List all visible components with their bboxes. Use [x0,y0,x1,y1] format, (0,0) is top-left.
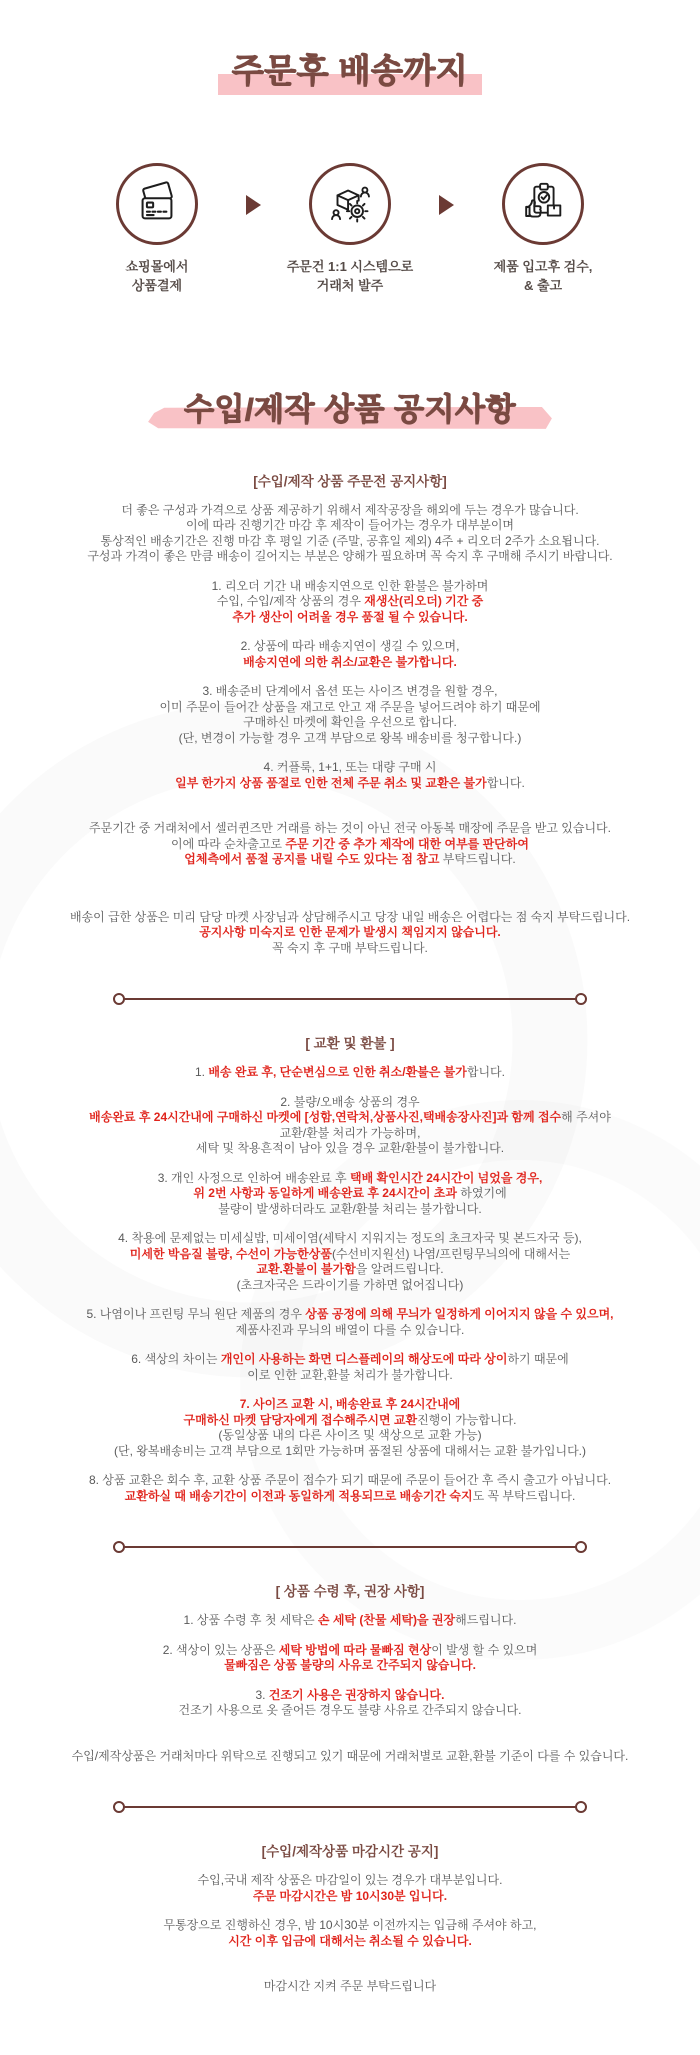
emphasis-text: 택배 확인시간 24시간이 넘었을 경우, [350,1170,543,1185]
text-line [18,1688,682,1704]
body-text: 6. 색상의 차이는 [131,1352,221,1367]
body-text: 제품사진과 무늬의 배열이 다를 수 있습니다. [235,1322,465,1337]
text-line [18,1171,682,1187]
body-text: (동일상품 내의 다른 사이즈 및 색상으로 교환 가능) [218,1428,482,1443]
text-line [18,1658,682,1674]
text-line [18,534,682,550]
emphasis-text: 위 2번 사항과 동일하게 배송완료 후 24시간이 초과 [193,1186,457,1201]
text-line [18,549,682,565]
notice-paragraph [18,1352,682,1383]
text-line [18,731,682,747]
text-line [18,1489,682,1505]
emphasis-text: 시간 이후 입금에 대해서는 취소될 수 있습니다. [228,1933,472,1948]
body-text: 1. 상품 수령 후 첫 세탁은 [183,1613,318,1628]
section-pre-order-notice [18,470,682,957]
section-closing-time-notice [18,1840,682,1995]
body-text: 3. 배송준비 단계에서 옵션 또는 사이즈 변경을 원할 경우, [202,684,498,699]
notice-paragraph [18,1613,682,1629]
text-line [18,1473,682,1489]
body-text: 3. [255,1687,269,1702]
body-text: 1. [195,1065,209,1080]
text-line [18,852,682,868]
body-text: 도 꼭 부탁드립니다. [472,1488,576,1503]
section-after-receipt-recommendation [18,1580,682,1764]
emphasis-text: 구매하신 마켓 담당자에게 접수해주시면 교환 [183,1412,418,1427]
section-divider [124,1806,576,1808]
body-text: 하였기에 [456,1186,507,1201]
credit-card-icon [116,163,198,245]
text-line [18,1307,682,1323]
body-text: 합니다. [466,1065,505,1080]
text-line [18,655,682,671]
text-line [18,1413,682,1429]
body-text: 1. 리오더 기간 내 배송지연으로 인한 환불은 불가하며 [211,578,489,593]
step-label-line: 상품결제 [131,277,183,293]
body-text: 수입,국내 제작 상품은 마감일이 있는 경우가 대부분입니다. [197,1873,503,1888]
notice-paragraph [18,1918,682,1949]
notice-paragraph [18,910,682,957]
text-line [18,821,682,837]
emphasis-text: 배송지연에 의한 취소/교환은 불가합니다. [243,654,457,669]
notice-paragraph [18,639,682,670]
body-text: (단, 변경이 가능할 경우 고객 부담으로 왕복 배송비를 청구합니다.) [178,730,522,745]
body-text: 배송이 급한 상품은 미리 담당 마켓 사장님과 상담해주시고 당장 내일 배송은 어렵다는 점 숙지 부탁드립니다. [69,909,631,924]
text-line [18,1889,682,1905]
body-text: 2. 불량/오배송 상품의 경우 [280,1094,420,1109]
emphasis-text: 물빠짐은 상품 불량의 사유로 간주되지 않습니다. [224,1658,476,1673]
emphasis-text: 주문 마감시간은 밤 10시30분 입니다. [252,1888,448,1903]
text-line [18,1873,682,1889]
text-line [18,1323,682,1339]
body-text: 수입, 수입/제작 상품의 경우 [216,594,365,609]
step-label-line: 거래처 발주 [316,277,384,293]
emphasis-text: 공지사항 미숙지로 인한 문제가 발생시 책임지지 않습니다. [199,925,501,940]
body-text: 이로 인한 교환,환불 처리가 불가합니다. [247,1367,453,1382]
text-line [18,1231,682,1247]
emphasis-text: 7. 사이즈 교환 시, 배송완료 후 24시간내에 [239,1397,461,1412]
notice-paragraph [18,1307,682,1338]
emphasis-text: 재생산(리오더) 기간 중 [364,594,484,609]
text-line [18,1186,682,1202]
text-line [18,1126,682,1142]
text-line [18,837,682,853]
body-text: (단, 왕복배송비는 고객 부담으로 1회만 가능하며 품절된 상품에 대해서는 교환 불가입니다.) [114,1443,586,1458]
section-heading: [수입/제작 상품 주문전 공지사항] [253,473,447,489]
section-heading: [수입/제작상품 마감시간 공지] [261,1844,439,1860]
body-text: 3. 개인 사정으로 인하여 배송완료 후 [157,1170,350,1185]
notice-paragraph [18,503,682,565]
text-line [18,610,682,626]
notice-paragraph [18,579,682,626]
body-text: 5. 나염이나 프린팅 무늬 원단 제품의 경우 [86,1307,306,1322]
notice-paragraph [18,1979,682,1995]
text-line [18,1643,682,1659]
notice-paragraph [18,1643,682,1674]
body-text: (초크자국은 드라이기를 가하면 없어집니다) [236,1277,464,1292]
text-line [18,1110,682,1126]
step-label-line: 주문건 1:1 시스템으로 [286,258,414,274]
body-text: 을 알려드립니다. [355,1262,444,1277]
body-text: 구성과 가격이 좋은 만큼 배송이 길어지는 부분은 양해가 필요하며 꼭 숙지 후 구매해 주시기 바랍니다. [87,549,613,564]
text-line [18,503,682,519]
inspect-ship-icon [502,163,584,245]
body-text: 세탁 및 착용흔적이 남아 있을 경우 교환/환불이 불가합니다. [195,1141,505,1156]
step-label-line: 쇼핑몰에서 [125,258,189,274]
text-line [18,715,682,731]
emphasis-text: 일부 한가지 상품 품절로 인한 전체 주문 취소 및 교환은 불가 [175,775,487,790]
body-text: (수선비지원선) 나염/프린팅무늬의에 대해서는 [331,1246,571,1261]
notice-sections [0,470,700,2055]
emphasis-text: 세탁 방법에 따라 물빠짐 현상 [278,1642,432,1657]
emphasis-text: 추가 생산이 어려울 경우 품절 될 수 있습니다. [232,609,468,624]
body-text: 하기 때문에 [507,1352,569,1367]
notice-paragraph [18,821,682,868]
text-line [18,1749,682,1765]
text-line [18,684,682,700]
body-text: 불량이 발생하더라도 교환/환불 처리는 불가합니다. [218,1201,482,1216]
text-line [18,1065,682,1081]
body-text: 무통장으로 진행하신 경우, 밤 10시30분 이전까지는 입금해 주셔야 하고, [163,1918,537,1933]
notice-paragraph [18,684,682,746]
text-line [18,579,682,595]
emphasis-text: 주문 기간 중 추가 제작에 대한 여부를 판단하여 [285,836,529,851]
text-line [18,1352,682,1368]
body-text: 수입/제작상품은 거래처마다 위탁으로 진행되고 있기 때문에 거래처별로 교환,환불 기준이 다를 수 있습니다. [71,1748,629,1763]
body-text: 4. 커플룩, 1+1, 또는 대량 구매 시 [263,760,437,775]
text-line [18,1428,682,1444]
page-title: 주문후 배송까지 [231,52,469,89]
text-line [18,639,682,655]
step-inspection-shipping-label [494,258,593,296]
step-inspection-shipping [454,163,632,296]
notice-title-wrap [184,390,516,430]
page-title-wrap [232,50,468,93]
text-line [18,1202,682,1218]
text-line [18,1444,682,1460]
emphasis-text: 교환하실 때 배송기간이 이전과 동일하게 적용되므로 배송기간 숙지 [124,1488,473,1503]
step-label-line: & 출고 [523,277,563,293]
step-payment-label [126,258,189,296]
emphasis-text: 교환.환불이 불가함 [256,1262,356,1277]
text-line [18,1247,682,1263]
body-text: 주문기간 중 거래처에서 셀러퀸즈만 거래를 하는 것이 아닌 전국 아동복 매장에 주문을 받고 있습니다. [89,821,611,836]
emphasis-text: 상품 공정에 의해 무늬가 일정하게 이어지지 않을 수 있으며, [305,1307,614,1322]
text-line [18,1141,682,1157]
order-system-icon [309,163,391,245]
emphasis-text: 개인이 사용하는 화면 디스플레이의 해상도에 따라 상이 [220,1352,508,1367]
body-text: 통상적인 배송기간은 진행 마감 후 평일 기준 (주말, 공휴일 제외) 4주 + 리오더 2주가 소요됩니다. [100,533,600,548]
body-text: 이 발생 할 수 있으며 [431,1642,538,1657]
step-label-line: 제품 입고후 검수, [493,258,593,274]
body-text: 교환/환불 처리가 가능하며, [279,1125,421,1140]
section-heading: [ 교환 및 환불 ] [305,1036,395,1052]
page-header [0,0,700,93]
section-heading: [ 상품 수령 후, 권장 사항] [275,1584,425,1600]
body-text: 4. 착용에 문제없는 미세실밥, 미세이염(세탁시 지워지는 정도의 초크자국 및 본드자국 등), [118,1231,582,1246]
body-text: 더 좋은 구성과 가격으로 상품 제공하기 위해서 제작공장을 해외에 두는 경우가 많습니다. [121,502,579,517]
text-line [18,760,682,776]
notice-paragraph [18,1873,682,1904]
notice-paragraph [18,1231,682,1293]
emphasis-text: 업체측에서 품절 공지를 내릴 수도 있다는 점 참고 [184,852,440,867]
text-line [18,1262,682,1278]
body-text: 마감시간 지켜 주문 부탁드립니다 [263,1979,437,1994]
notice-paragraph [18,1749,682,1765]
text-line [18,925,682,941]
arrow-right-icon [246,195,261,215]
step-order-system [261,163,439,296]
body-text: 2. 상품에 따라 배송지연이 생길 수 있으며, [240,639,460,654]
body-text: 이미 주문이 들어간 상품을 재고로 안고 재 주문을 넣어드려야 하기 때문에 [159,699,541,714]
notice-paragraph [18,1065,682,1081]
notice-title: 수입/제작 상품 공지사항 [184,391,516,427]
section-exchange-refund [18,1032,682,1504]
text-line [18,518,682,534]
notice-paragraph [18,760,682,791]
emphasis-text: 손 세탁 (찬물 세탁)을 권장 [317,1613,456,1628]
body-text: 합니다. [486,775,525,790]
text-line [18,1979,682,1995]
notice-title-block [0,390,700,430]
step-payment [68,163,246,296]
section-divider [124,1546,576,1548]
text-line [18,1095,682,1111]
notice-paragraph [18,1473,682,1504]
emphasis-text: 배송완료 후 24시간내에 구매하신 마켓에 [성함,연락처,상품사진,택배송장사진]과 함께 접수 [89,1110,562,1125]
body-text: 해드립니다. [455,1613,517,1628]
order-process-steps [0,163,700,296]
body-text: 구매하신 마켓에 확인을 우선으로 합니다. [243,715,457,730]
emphasis-text: 배송 완료 후, 단순변심으로 인한 취소/환불은 불가 [208,1065,467,1080]
text-line [18,941,682,957]
notice-paragraph [18,1688,682,1719]
body-text: 부탁드립니다. [439,852,516,867]
body-text: 이에 따라 진행기간 마감 후 제작이 들어가는 경우가 대부분이며 [185,518,515,533]
notice-paragraph [18,1397,682,1459]
emphasis-text: 미세한 박음질 불량, 수선이 가능한상품 [129,1246,332,1261]
text-line [18,776,682,792]
body-text: 꼭 숙지 후 구매 부탁드립니다. [272,940,428,955]
body-text: 2. 색상이 있는 상품은 [162,1642,279,1657]
body-text: 이에 따라 순차출고로 [171,836,286,851]
text-line [18,700,682,716]
body-text: 해 주셔야 [561,1110,611,1125]
text-line [18,1278,682,1294]
notice-paragraph [18,1095,682,1157]
text-line [18,1397,682,1413]
text-line [18,594,682,610]
arrow-right-icon [439,195,454,215]
body-text: 건조기 사용으로 옷 줄어든 경우도 불량 사유로 간주되지 않습니다. [178,1703,522,1718]
text-line [18,910,682,926]
text-line [18,1703,682,1719]
step-order-system-label [287,258,413,296]
section-divider [124,998,576,1000]
body-text: 8. 상품 교환은 회수 후, 교환 상품 주문이 접수가 되기 때문에 주문이 들어간 후 즉시 출고가 아닙니다. [88,1473,612,1488]
text-line [18,1934,682,1950]
emphasis-text: 건조기 사용은 권장하지 않습니다. [268,1687,445,1702]
text-line [18,1918,682,1934]
body-text: 진행이 가능합니다. [417,1412,517,1427]
notice-paragraph [18,1171,682,1218]
text-line [18,1613,682,1629]
text-line [18,1368,682,1384]
